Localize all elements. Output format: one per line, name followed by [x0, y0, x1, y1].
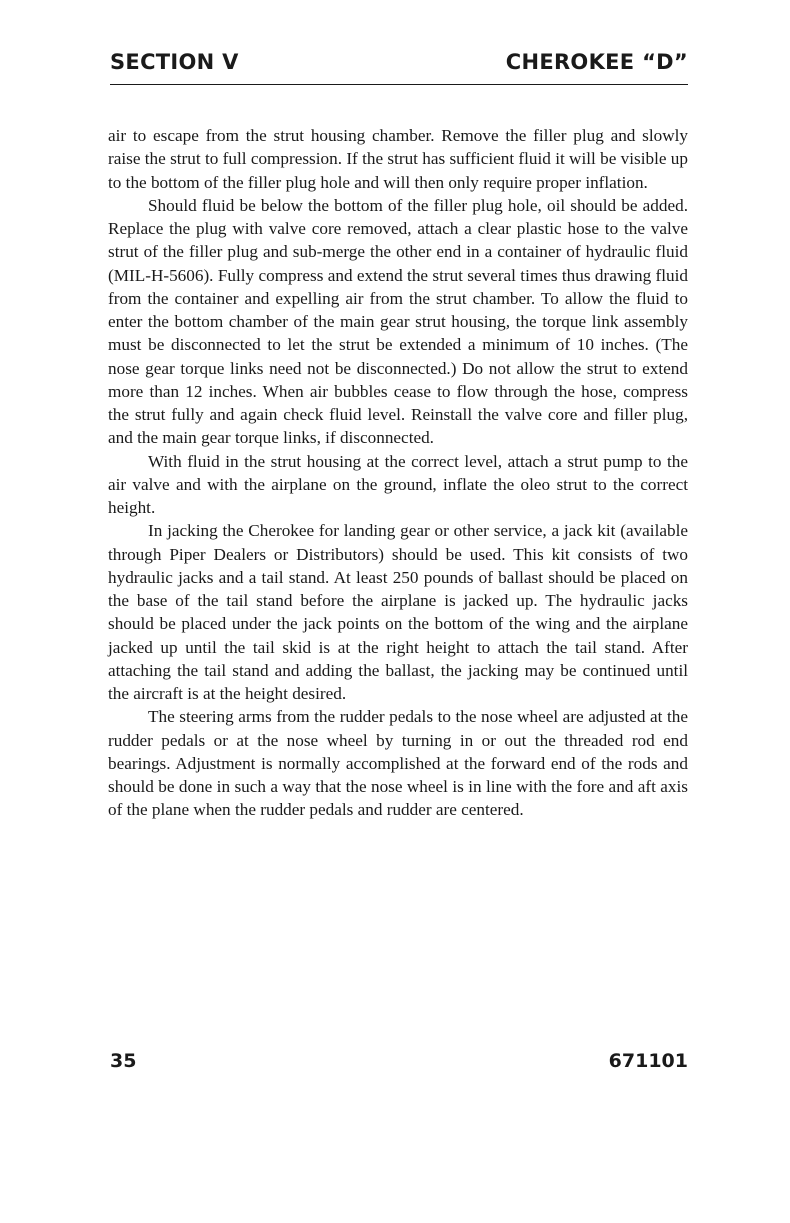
- paragraph-steering: The steering arms from the rudder pedals to the nose wheel are adjusted at the rudder pedals or at the nose wheel by turning in or out the threaded rod end bearings. Adjustment is normally accomplished at the forward end of the rods and should be done in such a way that the nose wheel is in line with the fore and aft axis of the plane when the rudder pedals and rudder are centered.: [108, 707, 688, 820]
- document-code: 671101: [608, 1050, 688, 1072]
- body-text: [108, 124, 688, 822]
- manual-title: CHEROKEE “D”: [505, 50, 688, 74]
- paragraph-jacking: In jacking the Cherokee for landing gear or other service, a jack kit (available through Piper Dealers or Distributors) should be used. This kit consists of two hydraulic jacks and a tail stand. At least 250 pounds of ballast should be placed on the base of the tail stand before the airplane is jacked up. The hydraulic jacks should be placed under the jack points on the bottom of the wing and the airplane jacked up until the tail skid is at the right height to attach the tail stand. After attaching the tail stand and adding the ballast, the jacking may be continued until the aircraft is at the height desired.: [108, 521, 688, 703]
- section-label: SECTION V: [110, 50, 239, 74]
- page-header: [110, 48, 688, 85]
- paragraph-inflation: With fluid in the strut housing at the correct level, attach a strut pump to the air valve and with the airplane on the ground, inflate the oleo strut to the correct height.: [108, 451, 688, 517]
- paragraph-adding-oil: Should fluid be below the bottom of the filler plug hole, oil should be added. Replace the plug with valve core removed, attach a clear plastic hose to the valve strut of the filler plug and sub-merge the other end in a container of hydraulic fluid (MIL-H-5606). Fully compress and extend the strut several times thus drawing fluid from the container and expelling air from the strut chamber. To allow the fluid to enter the bottom chamber of the main gear strut housing, the torque link assembly must be disconnected to let the strut be extended a minimum of 10 inches. (The nose gear torque links need not be disconnected.) Do not allow the strut to extend more than 12 inches. When air bubbles cease to flow through the hose, compress the strut fully and again check fluid level. Reinstall the valve core and filler plug, and the main gear torque links, if disconnected.: [108, 195, 688, 448]
- paragraph-continuation: air to escape from the strut housing chamber. Remove the filler plug and slowly raise the strut to full compression. If the strut has sufficient fluid it will be visible up to the bottom of the filler plug hole and will then only require proper inflation.: [108, 126, 688, 192]
- page-number: 35: [110, 1050, 137, 1072]
